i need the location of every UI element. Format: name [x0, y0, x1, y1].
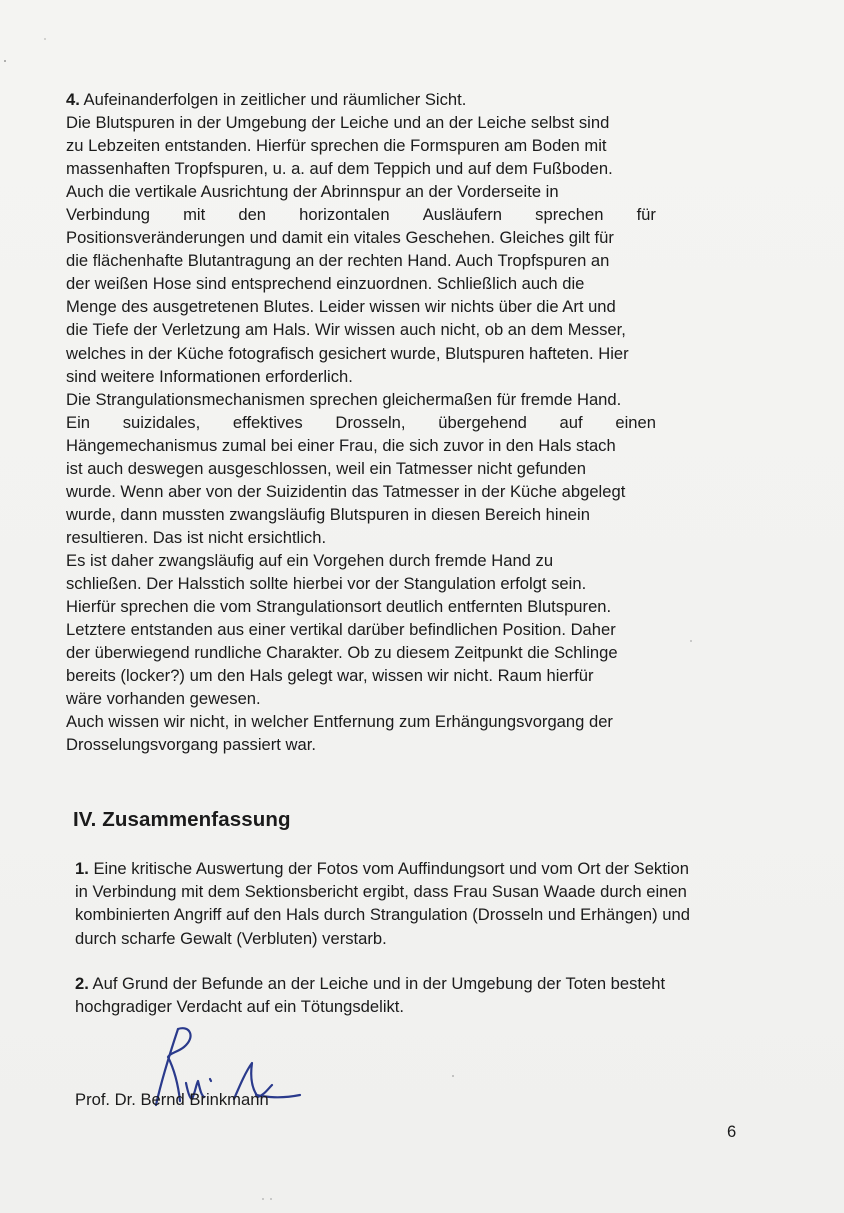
section-4-line — [66, 88, 656, 111]
section-4-text: Die Blutspuren in der Umgebung der Leiche und an der Leiche selbst sind — [66, 113, 610, 133]
section-4-text: ist auch deswegen ausgeschlossen, weil ein Tatmesser nicht gefunden — [66, 458, 586, 478]
section-4-line — [66, 411, 656, 434]
section-4-text: wurde, dann mussten zwangsläufig Blutspuren in diesen Bereich hinein — [66, 504, 590, 524]
section-4-text: wäre vorhanden gewesen. — [66, 689, 261, 709]
section-4-line — [66, 434, 656, 457]
section-4-text: Letztere entstanden aus einer vertikal darüber befindlichen Position. Daher — [66, 620, 616, 640]
section-4-line — [66, 526, 656, 549]
section-4-text: wurde. Wenn aber von der Suizidentin das Tatmesser in der Küche abgelegt — [66, 481, 626, 501]
section-4-text: schließen. Der Halsstich sollte hierbei vor der Stangulation erfolgt sein. — [66, 573, 587, 593]
summary-para1-line-3: durch scharfe Gewalt (Verbluten) verstarb. — [75, 928, 387, 948]
section-4-text: Menge des ausgetretenen Blutes. Leider wissen wir nichts über die Art und — [66, 297, 616, 317]
page-number: 6 — [727, 1122, 737, 1141]
justified-word: mit — [183, 205, 206, 225]
scan-speck — [262, 1198, 264, 1200]
signer-name: Prof. Dr. Bernd Brinkmann — [75, 1090, 269, 1109]
section-4-line — [66, 572, 656, 595]
justified-word: effektives — [232, 412, 303, 432]
section-4-line — [66, 272, 656, 295]
summary-para1-number: 1. — [75, 859, 89, 878]
section-4-text: Hierfür sprechen die vom Strangulationsort deutlich entfernten Blutspuren. — [66, 597, 612, 617]
section-4-text: massenhaften Tropfspuren, u. a. auf dem Teppich und auf dem Fußboden. — [66, 159, 613, 179]
summary-body — [75, 857, 735, 1018]
section-4-text: Drosselungsvorgang passiert war. — [66, 735, 316, 755]
justified-word: Ausläufern — [422, 205, 503, 225]
justified-word: sprechen — [535, 205, 604, 225]
justified-word: Drosseln, — [335, 412, 406, 432]
justified-word: suizidales, — [122, 412, 201, 432]
section-4-line — [66, 733, 656, 756]
summary-para1-line-0 — [75, 857, 735, 880]
section-4-line — [66, 342, 656, 365]
summary-para2-line-0 — [75, 972, 735, 995]
scan-speck — [690, 640, 692, 642]
section-4-line — [66, 664, 656, 687]
justified-word: auf — [559, 412, 583, 432]
summary-para1-text-0: Eine kritische Auswertung der Fotos vom Auffindungsort und vom Ort der Sektion — [88, 859, 689, 878]
section-4-line — [66, 203, 656, 226]
section-number: 4. — [66, 90, 80, 109]
section-4-text: der überwiegend rundliche Charakter. Ob zu diesem Zeitpunkt die Schlinge — [66, 643, 618, 663]
section-4-line — [66, 595, 656, 618]
section-4-text: Auch die vertikale Ausrichtung der Abrinnspur an der Vorderseite in — [66, 182, 559, 202]
scan-speck — [44, 38, 46, 40]
section-4-text: Aufeinanderfolgen in zeitlicher und räumlicher Sicht. — [79, 90, 467, 109]
justified-word: horizontalen — [299, 205, 390, 225]
section-4-line — [66, 365, 656, 388]
summary-para1-line-1: in Verbindung mit dem Sektionsbericht ergibt, dass Frau Susan Waade durch einen — [75, 882, 687, 902]
section-4-text: Auch wissen wir nicht, in welcher Entfernung zum Erhängungsvorgang der — [66, 712, 613, 732]
section-4-line — [66, 710, 656, 733]
section-4-text: zu Lebzeiten entstanden. Hierfür sprechen die Formspuren am Boden mit — [66, 136, 607, 156]
section-4-body — [66, 88, 656, 756]
section-4-line — [66, 687, 656, 710]
justified-word: Verbindung — [66, 205, 150, 225]
section-4-text: bereits (locker?) um den Hals gelegt war, wissen wir nicht. Raum hierfür — [66, 666, 594, 686]
section-4-line — [66, 157, 656, 180]
section-4-text: der weißen Hose sind entsprechend einzuordnen. Schließlich auch die — [66, 274, 585, 294]
section-4-line — [66, 295, 656, 318]
summary-para1-line-2: kombinierten Angriff auf den Hals durch Strangulation (Drosseln und Erhängen) und — [75, 905, 690, 925]
section-4-line — [66, 480, 656, 503]
section-4-text: Die Strangulationsmechanismen sprechen gleichermaßen für fremde Hand. — [66, 389, 622, 409]
justified-word: für — [636, 205, 656, 225]
section-4-text: die Tiefe der Verletzung am Hals. Wir wissen auch nicht, ob an dem Messer, — [66, 320, 626, 340]
summary-para2-line-1: hochgradiger Verdacht auf ein Tötungsdelikt. — [75, 997, 405, 1017]
section-4-text: Es ist daher zwangsläufig auf ein Vorgehen durch fremde Hand zu — [66, 550, 554, 570]
section-4-line — [66, 457, 656, 480]
scan-speck — [270, 1198, 272, 1200]
justified-word: einen — [615, 412, 656, 432]
summary-para2-number: 2. — [75, 973, 89, 993]
section-4-line — [66, 618, 656, 641]
scan-speck — [4, 60, 6, 62]
section-4-text: die flächenhafte Blutantragung an der rechten Hand. Auch Tropfspuren an — [66, 251, 610, 271]
section-4-line — [66, 226, 656, 249]
section-4-text: sind weitere Informationen erforderlich. — [66, 366, 353, 386]
section-4-text: Hängemechanismus zumal bei einer Frau, die sich zuvor in den Hals stach — [66, 435, 616, 455]
section-4-line — [66, 111, 656, 134]
section-4-text: Positionsveränderungen und damit ein vitales Geschehen. Gleiches gilt für — [66, 228, 614, 248]
section-4-line — [66, 249, 656, 272]
section-4-text: welches in der Küche fotografisch gesichert wurde, Blutspuren hafteten. Hier — [66, 343, 629, 363]
section-heading: IV. Zusammenfassung — [73, 808, 291, 831]
summary-para2-text-0: Auf Grund der Befunde an der Leiche und in der Umgebung der Toten besteht — [88, 973, 666, 993]
section-4-line — [66, 549, 656, 572]
justified-word: den — [238, 205, 267, 225]
section-4-text: resultieren. Das ist nicht ersichtlich. — [66, 527, 327, 547]
section-4-line — [66, 503, 656, 526]
justified-word: Ein — [66, 412, 90, 432]
section-4-line — [66, 641, 656, 664]
justified-word: übergehend — [438, 412, 527, 432]
scan-speck — [452, 1075, 454, 1077]
section-4-line — [66, 180, 656, 203]
section-4-line — [66, 134, 656, 157]
section-4-line — [66, 388, 656, 411]
section-4-line — [66, 318, 656, 341]
